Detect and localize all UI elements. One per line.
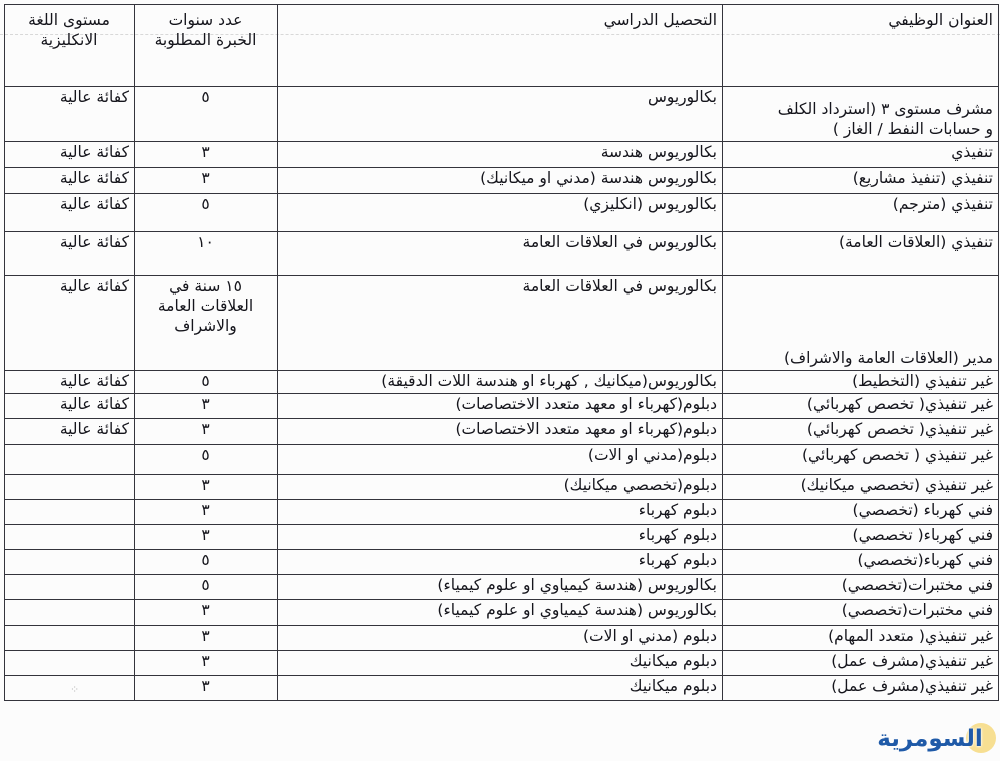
education-cell: دبلوم كهرباء xyxy=(278,500,723,525)
experience-cell: ٥ xyxy=(135,575,278,600)
job-title-cell: غير تنفيذي(مشرف عمل) xyxy=(723,651,999,676)
job-title-cell: غير تنفيذي (تخصصي ميكانيك) xyxy=(723,475,999,500)
table-row xyxy=(5,232,999,276)
education-cell: بكالوريوس (هندسة كيمياوي او علوم كيمياء) xyxy=(278,600,723,626)
english-level-cell: كفائة عالية xyxy=(5,276,135,371)
education-cell: بكالوريوس (انكليزي) xyxy=(278,194,723,232)
education-cell: بكالوريوس (هندسة كيمياوي او علوم كيمياء) xyxy=(278,575,723,600)
table-row xyxy=(5,194,999,232)
experience-cell: ٣ xyxy=(135,676,278,701)
english-level-cell xyxy=(5,525,135,550)
table-row xyxy=(5,475,999,500)
education-cell: بكالوريوس هندسة xyxy=(278,142,723,168)
english-level-cell: كفائة عالية xyxy=(5,394,135,419)
table-row xyxy=(5,87,999,142)
job-title-cell: تنفيذي (مترجم) xyxy=(723,194,999,232)
experience-cell: ٣ xyxy=(135,419,278,445)
table-row xyxy=(5,371,999,394)
experience-cell: ٣ xyxy=(135,651,278,676)
education-cell: بكالوريوس هندسة (مدني او ميكانيك) xyxy=(278,168,723,194)
header-english-line1: مستوى اللغة xyxy=(28,11,110,29)
header-education: التحصيل الدراسي xyxy=(278,5,723,87)
english-level-cell xyxy=(5,575,135,600)
job-title-cell: غير تنفيذي( تخصص كهربائي) xyxy=(723,419,999,445)
education-cell: دبلوم (مدني او الات) xyxy=(278,626,723,651)
experience-cell: ٥ xyxy=(135,550,278,575)
job-title-cell: تنفيذي xyxy=(723,142,999,168)
header-english xyxy=(5,5,135,87)
watermark-text: السومرية xyxy=(877,726,983,752)
job-title-cell: غير تنفيذي( تخصص كهربائي) xyxy=(723,394,999,419)
education-cell: دبلوم كهرباء xyxy=(278,550,723,575)
education-cell: دبلوم(كهرباء او معهد متعدد الاختصاصات) xyxy=(278,394,723,419)
table-row xyxy=(5,394,999,419)
english-level-cell xyxy=(5,500,135,525)
jobs-table xyxy=(4,4,999,701)
english-level-cell xyxy=(5,600,135,626)
education-cell: دبلوم ميكانيك xyxy=(278,676,723,701)
job-title-cell: فني كهرباء(تخصصي) xyxy=(723,550,999,575)
header-experience-line2: الخبرة المطلوبة xyxy=(154,31,257,49)
education-cell: بكالوريوس(ميكانيك , كهرباء او هندسة اللات الدقيقة) xyxy=(278,371,723,394)
header-job-title: العنوان الوظيفي xyxy=(723,5,999,87)
header-english-line2: الانكليزية xyxy=(40,31,98,49)
experience-cell: ٥ xyxy=(135,445,278,475)
english-level-cell: كفائة عالية xyxy=(5,168,135,194)
education-cell: دبلوم(تخصصي ميكانيك) xyxy=(278,475,723,500)
job-title-cell: فني مختبرات(تخصصي) xyxy=(723,600,999,626)
experience-cell: ٣ xyxy=(135,600,278,626)
job-title-cell: غير تنفيذي (التخطيط) xyxy=(723,371,999,394)
table-row xyxy=(5,676,999,701)
english-level-cell: كفائة عالية xyxy=(5,232,135,276)
experience-cell: ٥ xyxy=(135,87,278,142)
english-level-cell xyxy=(5,475,135,500)
job-title-cell: مشرف مستوى ٣ (استرداد الكلف و حسابات النفط / الغاز ) xyxy=(723,87,999,142)
english-level-cell: كفائة عالية xyxy=(5,87,135,142)
job-title-cell: مدير (العلاقات العامة والاشراف) xyxy=(723,276,999,371)
education-cell: دبلوم كهرباء xyxy=(278,525,723,550)
table-row xyxy=(5,525,999,550)
experience-cell: ٣ xyxy=(135,475,278,500)
experience-cell: ٣ xyxy=(135,142,278,168)
header-experience xyxy=(135,5,278,87)
job-title-cell: تنفيذي (العلاقات العامة) xyxy=(723,232,999,276)
experience-cell: ٣ xyxy=(135,168,278,194)
experience-cell: ١٠ xyxy=(135,232,278,276)
english-level-cell: كفائة عالية xyxy=(5,194,135,232)
experience-cell: ٣ xyxy=(135,626,278,651)
experience-cell: ١٥ سنة في العلاقات العامة والاشراف xyxy=(135,276,278,371)
education-cell: بكالوريوس xyxy=(278,87,723,142)
job-title-cell: غير تنفيذي( متعدد المهام) xyxy=(723,626,999,651)
english-level-cell: كفائة عالية xyxy=(5,419,135,445)
education-cell: دبلوم ميكانيك xyxy=(278,651,723,676)
table-row xyxy=(5,550,999,575)
experience-cell: ٣ xyxy=(135,525,278,550)
experience-cell: ٣ xyxy=(135,500,278,525)
job-title-cell: غير تنفيذي ( تخصص كهربائي) xyxy=(723,445,999,475)
header-experience-line1: عدد سنوات xyxy=(168,11,243,29)
table-row xyxy=(5,600,999,626)
experience-cell: ٣ xyxy=(135,394,278,419)
english-level-cell xyxy=(5,445,135,475)
table-row xyxy=(5,651,999,676)
table-row xyxy=(5,445,999,475)
channel-watermark xyxy=(864,721,996,757)
english-level-cell xyxy=(5,651,135,676)
table-header-row xyxy=(5,5,999,87)
job-title-cell: فني مختبرات(تخصصي) xyxy=(723,575,999,600)
table-row xyxy=(5,142,999,168)
english-level-cell: كفائة عالية xyxy=(5,142,135,168)
education-cell: بكالوريوس في العلاقات العامة xyxy=(278,232,723,276)
english-level-cell: كفائة عالية xyxy=(5,371,135,394)
education-cell: دبلوم(مدني او الات) xyxy=(278,445,723,475)
education-cell: دبلوم(كهرباء او معهد متعدد الاختصاصات) xyxy=(278,419,723,445)
table-row xyxy=(5,575,999,600)
experience-cell: ٥ xyxy=(135,371,278,394)
table-row xyxy=(5,500,999,525)
scan-speck: ⁘ xyxy=(70,683,80,696)
experience-cell: ٥ xyxy=(135,194,278,232)
table-row xyxy=(5,419,999,445)
english-level-cell xyxy=(5,550,135,575)
education-cell: بكالوريوس في العلاقات العامة xyxy=(278,276,723,371)
job-title-cell: فني كهرباء( تخصصي) xyxy=(723,525,999,550)
job-title-cell: تنفيذي (تنفيذ مشاريع) xyxy=(723,168,999,194)
table-row xyxy=(5,626,999,651)
job-title-cell: غير تنفيذي(مشرف عمل) xyxy=(723,676,999,701)
table-row xyxy=(5,276,999,371)
table-row xyxy=(5,168,999,194)
english-level-cell xyxy=(5,626,135,651)
job-title-cell: فني كهرباء (تخصصي) xyxy=(723,500,999,525)
